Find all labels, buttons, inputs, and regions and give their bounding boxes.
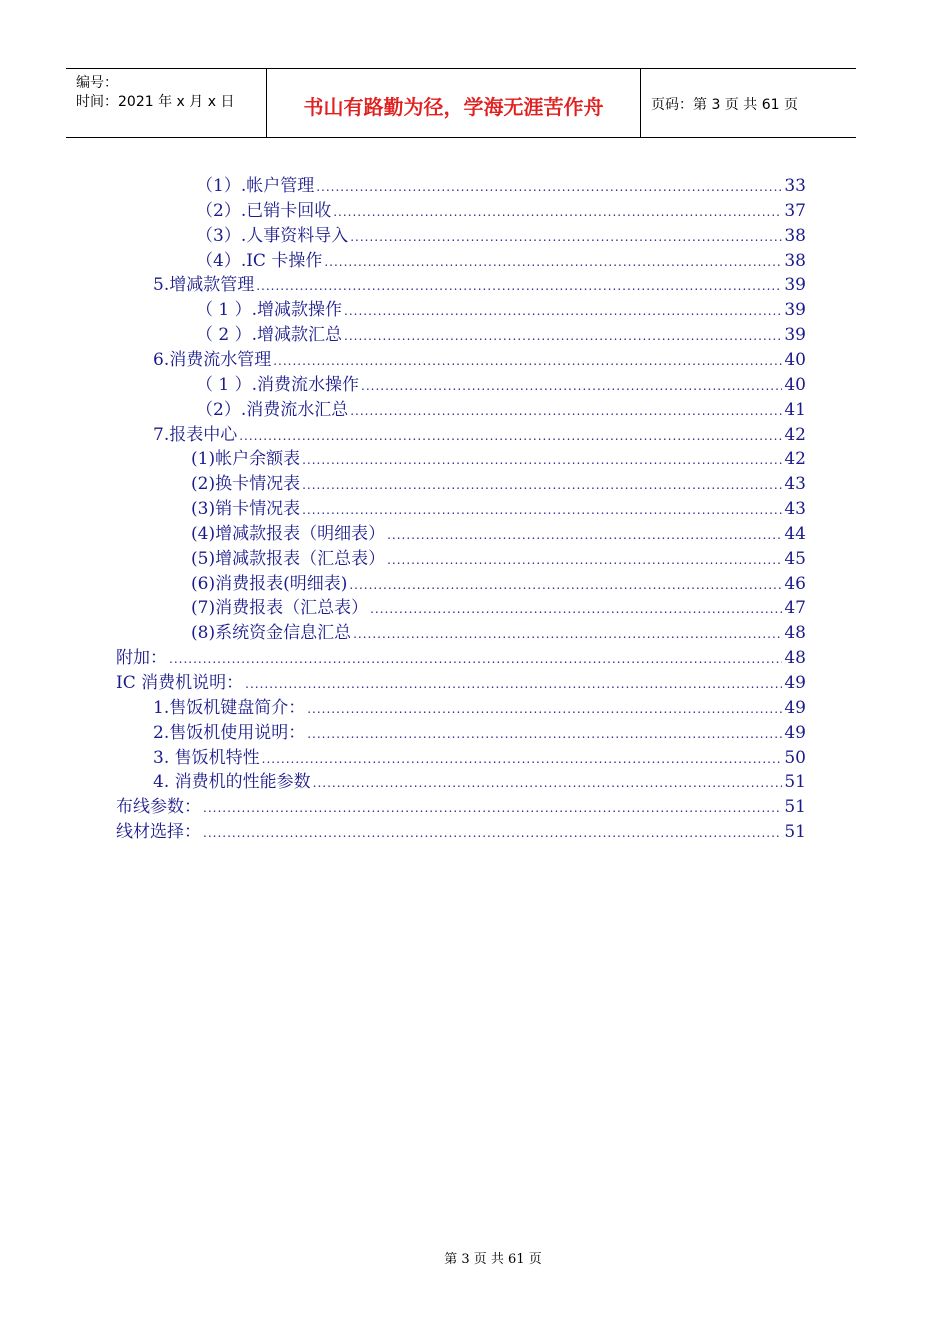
toc-entry-page-number: 43 bbox=[784, 474, 806, 494]
toc-leader-dots bbox=[349, 573, 782, 597]
toc-entry-title: (2)换卡情况表 bbox=[191, 474, 301, 494]
toc-leader-dots bbox=[245, 672, 782, 696]
toc-entry-page-number: 41 bbox=[784, 400, 806, 420]
toc-entry[interactable] bbox=[191, 447, 806, 471]
toc-entry-title: (6)消费报表(明细表) bbox=[191, 574, 348, 594]
toc-entry[interactable] bbox=[191, 596, 806, 620]
toc-leader-dots bbox=[316, 175, 782, 199]
toc-entry[interactable] bbox=[196, 398, 806, 422]
toc-entry[interactable] bbox=[153, 273, 806, 297]
serial-number-label: 编号： bbox=[76, 75, 118, 91]
toc-entry-page-number: 48 bbox=[784, 623, 806, 643]
toc-entry-page-number: 44 bbox=[784, 524, 806, 544]
date-label: 时间：2021 年 x 月 x 日 bbox=[76, 94, 235, 110]
toc-leader-dots bbox=[387, 523, 782, 547]
toc-entry-page-number: 38 bbox=[784, 251, 806, 271]
toc-entry-title: (4)增减款报表（明细表） bbox=[191, 524, 386, 544]
toc-entry[interactable] bbox=[191, 572, 806, 596]
toc-entry-title: 布线参数： bbox=[116, 797, 201, 817]
toc-leader-dots bbox=[370, 597, 782, 621]
toc-leader-dots bbox=[344, 324, 782, 348]
toc-leader-dots bbox=[169, 647, 782, 671]
toc-entry[interactable] bbox=[191, 522, 806, 546]
toc-entry-page-number: 42 bbox=[784, 449, 806, 469]
toc-entry[interactable] bbox=[153, 423, 806, 447]
toc-leader-dots bbox=[302, 498, 782, 522]
toc-entry-page-number: 43 bbox=[784, 499, 806, 519]
toc-entry[interactable] bbox=[116, 795, 806, 819]
toc-entry-title: 7.报表中心 bbox=[153, 425, 238, 445]
toc-entry-title: （4）.IC 卡操作 bbox=[196, 251, 323, 271]
toc-entry[interactable] bbox=[116, 646, 806, 670]
toc-entry-title: （2）.已销卡回收 bbox=[196, 201, 332, 221]
toc-leader-dots bbox=[333, 200, 782, 224]
toc-entry-title: (7)消费报表（汇总表） bbox=[191, 598, 369, 618]
toc-entry-page-number: 46 bbox=[784, 574, 806, 594]
toc-entry[interactable] bbox=[196, 323, 806, 347]
toc-entry-title: （ 1 ）.消费流水操作 bbox=[196, 375, 360, 395]
toc-entry[interactable] bbox=[153, 746, 806, 770]
toc-entry-page-number: 47 bbox=[784, 598, 806, 618]
header-page-cell bbox=[641, 69, 856, 137]
toc-entry-page-number: 40 bbox=[784, 375, 806, 395]
toc-leader-dots bbox=[361, 374, 782, 398]
toc-entry[interactable] bbox=[196, 174, 806, 198]
toc-leader-dots bbox=[256, 274, 782, 298]
toc-entry[interactable] bbox=[196, 298, 806, 322]
toc-entry-title: 5.增减款管理 bbox=[153, 275, 255, 295]
toc-entry[interactable] bbox=[116, 820, 806, 844]
toc-entry[interactable] bbox=[153, 696, 806, 720]
toc-entry[interactable] bbox=[196, 373, 806, 397]
toc-entry-page-number: 51 bbox=[784, 797, 806, 817]
toc-entry-title: (8)系统资金信息汇总 bbox=[191, 623, 352, 643]
toc-leader-dots bbox=[262, 747, 783, 771]
toc-entry-title: （3）.人事资料导入 bbox=[196, 226, 349, 246]
toc-entry-title: (1)帐户余额表 bbox=[191, 449, 301, 469]
toc-entry-title: 线材选择： bbox=[116, 822, 201, 842]
toc-entry[interactable] bbox=[153, 721, 806, 745]
toc-entry-title: 2.售饭机使用说明： bbox=[153, 723, 306, 743]
toc-entry-page-number: 39 bbox=[784, 275, 806, 295]
page-header bbox=[66, 68, 856, 138]
toc-entry-page-number: 39 bbox=[784, 300, 806, 320]
toc-leader-dots bbox=[324, 250, 782, 274]
toc-entry[interactable] bbox=[191, 497, 806, 521]
toc-entry[interactable] bbox=[196, 199, 806, 223]
toc-leader-dots bbox=[239, 424, 782, 448]
toc-entry-page-number: 51 bbox=[784, 772, 806, 792]
toc-entry[interactable] bbox=[191, 547, 806, 571]
toc-entry-page-number: 49 bbox=[784, 673, 806, 693]
toc-leader-dots bbox=[344, 299, 782, 323]
toc-leader-dots bbox=[307, 697, 782, 721]
header-info-cell bbox=[66, 69, 267, 137]
toc-entry-page-number: 49 bbox=[784, 723, 806, 743]
toc-entry[interactable] bbox=[116, 671, 806, 695]
toc-entry-title: (3)销卡情况表 bbox=[191, 499, 301, 519]
toc-leader-dots bbox=[302, 448, 782, 472]
toc-entry-title: 附加： bbox=[116, 648, 167, 668]
toc-entry-title: 6.消费流水管理 bbox=[153, 350, 272, 370]
toc-entry-page-number: 51 bbox=[784, 822, 806, 842]
toc-entry-page-number: 42 bbox=[784, 425, 806, 445]
toc-entry-title: (5)增减款报表（汇总表） bbox=[191, 549, 386, 569]
page-footer: 第 3 页 共 61 页 bbox=[444, 1252, 542, 1267]
toc-leader-dots bbox=[350, 399, 782, 423]
toc-leader-dots bbox=[203, 821, 782, 845]
toc-entry-page-number: 45 bbox=[784, 549, 806, 569]
header-motto: 书山有路勤为径，学海无涯苦作舟 bbox=[303, 95, 604, 119]
toc-leader-dots bbox=[273, 349, 782, 373]
toc-entry[interactable] bbox=[191, 472, 806, 496]
toc-entry-page-number: 50 bbox=[784, 748, 806, 768]
toc-leader-dots bbox=[313, 771, 783, 795]
toc-entry[interactable] bbox=[196, 224, 806, 248]
toc-entry-page-number: 38 bbox=[784, 226, 806, 246]
toc-entry-title: IC 消费机说明： bbox=[116, 673, 244, 693]
header-motto-cell bbox=[267, 69, 641, 137]
toc-entry-page-number: 33 bbox=[784, 176, 806, 196]
toc-entry[interactable] bbox=[191, 621, 806, 645]
toc-entry-title: （ 2 ）.增减款汇总 bbox=[196, 325, 343, 345]
toc-entry-page-number: 39 bbox=[784, 325, 806, 345]
toc-entry-page-number: 49 bbox=[784, 698, 806, 718]
toc-leader-dots bbox=[387, 548, 782, 572]
toc-entry[interactable] bbox=[153, 770, 806, 794]
toc-leader-dots bbox=[350, 225, 782, 249]
toc-entry-page-number: 40 bbox=[784, 350, 806, 370]
toc-entry[interactable] bbox=[196, 249, 806, 273]
toc-entry-title: 1.售饭机键盘简介： bbox=[153, 698, 306, 718]
toc-entry[interactable] bbox=[153, 348, 806, 372]
toc-entry-title: 3. 售饭机特性 bbox=[153, 748, 260, 768]
toc-entry-title: （1）.帐户管理 bbox=[196, 176, 315, 196]
toc-entry-title: 4. 消费机的性能参数 bbox=[153, 772, 311, 792]
toc-leader-dots bbox=[307, 722, 782, 746]
toc-entry-page-number: 48 bbox=[784, 648, 806, 668]
toc-leader-dots bbox=[302, 473, 782, 497]
header-page-code: 页码：第 3 页 共 61 页 bbox=[651, 97, 798, 113]
toc-entry-title: （2）.消费流水汇总 bbox=[196, 400, 349, 420]
toc-entry-page-number: 37 bbox=[784, 201, 806, 221]
toc-leader-dots bbox=[203, 796, 782, 820]
toc-leader-dots bbox=[353, 622, 782, 646]
toc-entry-title: （ 1 ）.增减款操作 bbox=[196, 300, 343, 320]
